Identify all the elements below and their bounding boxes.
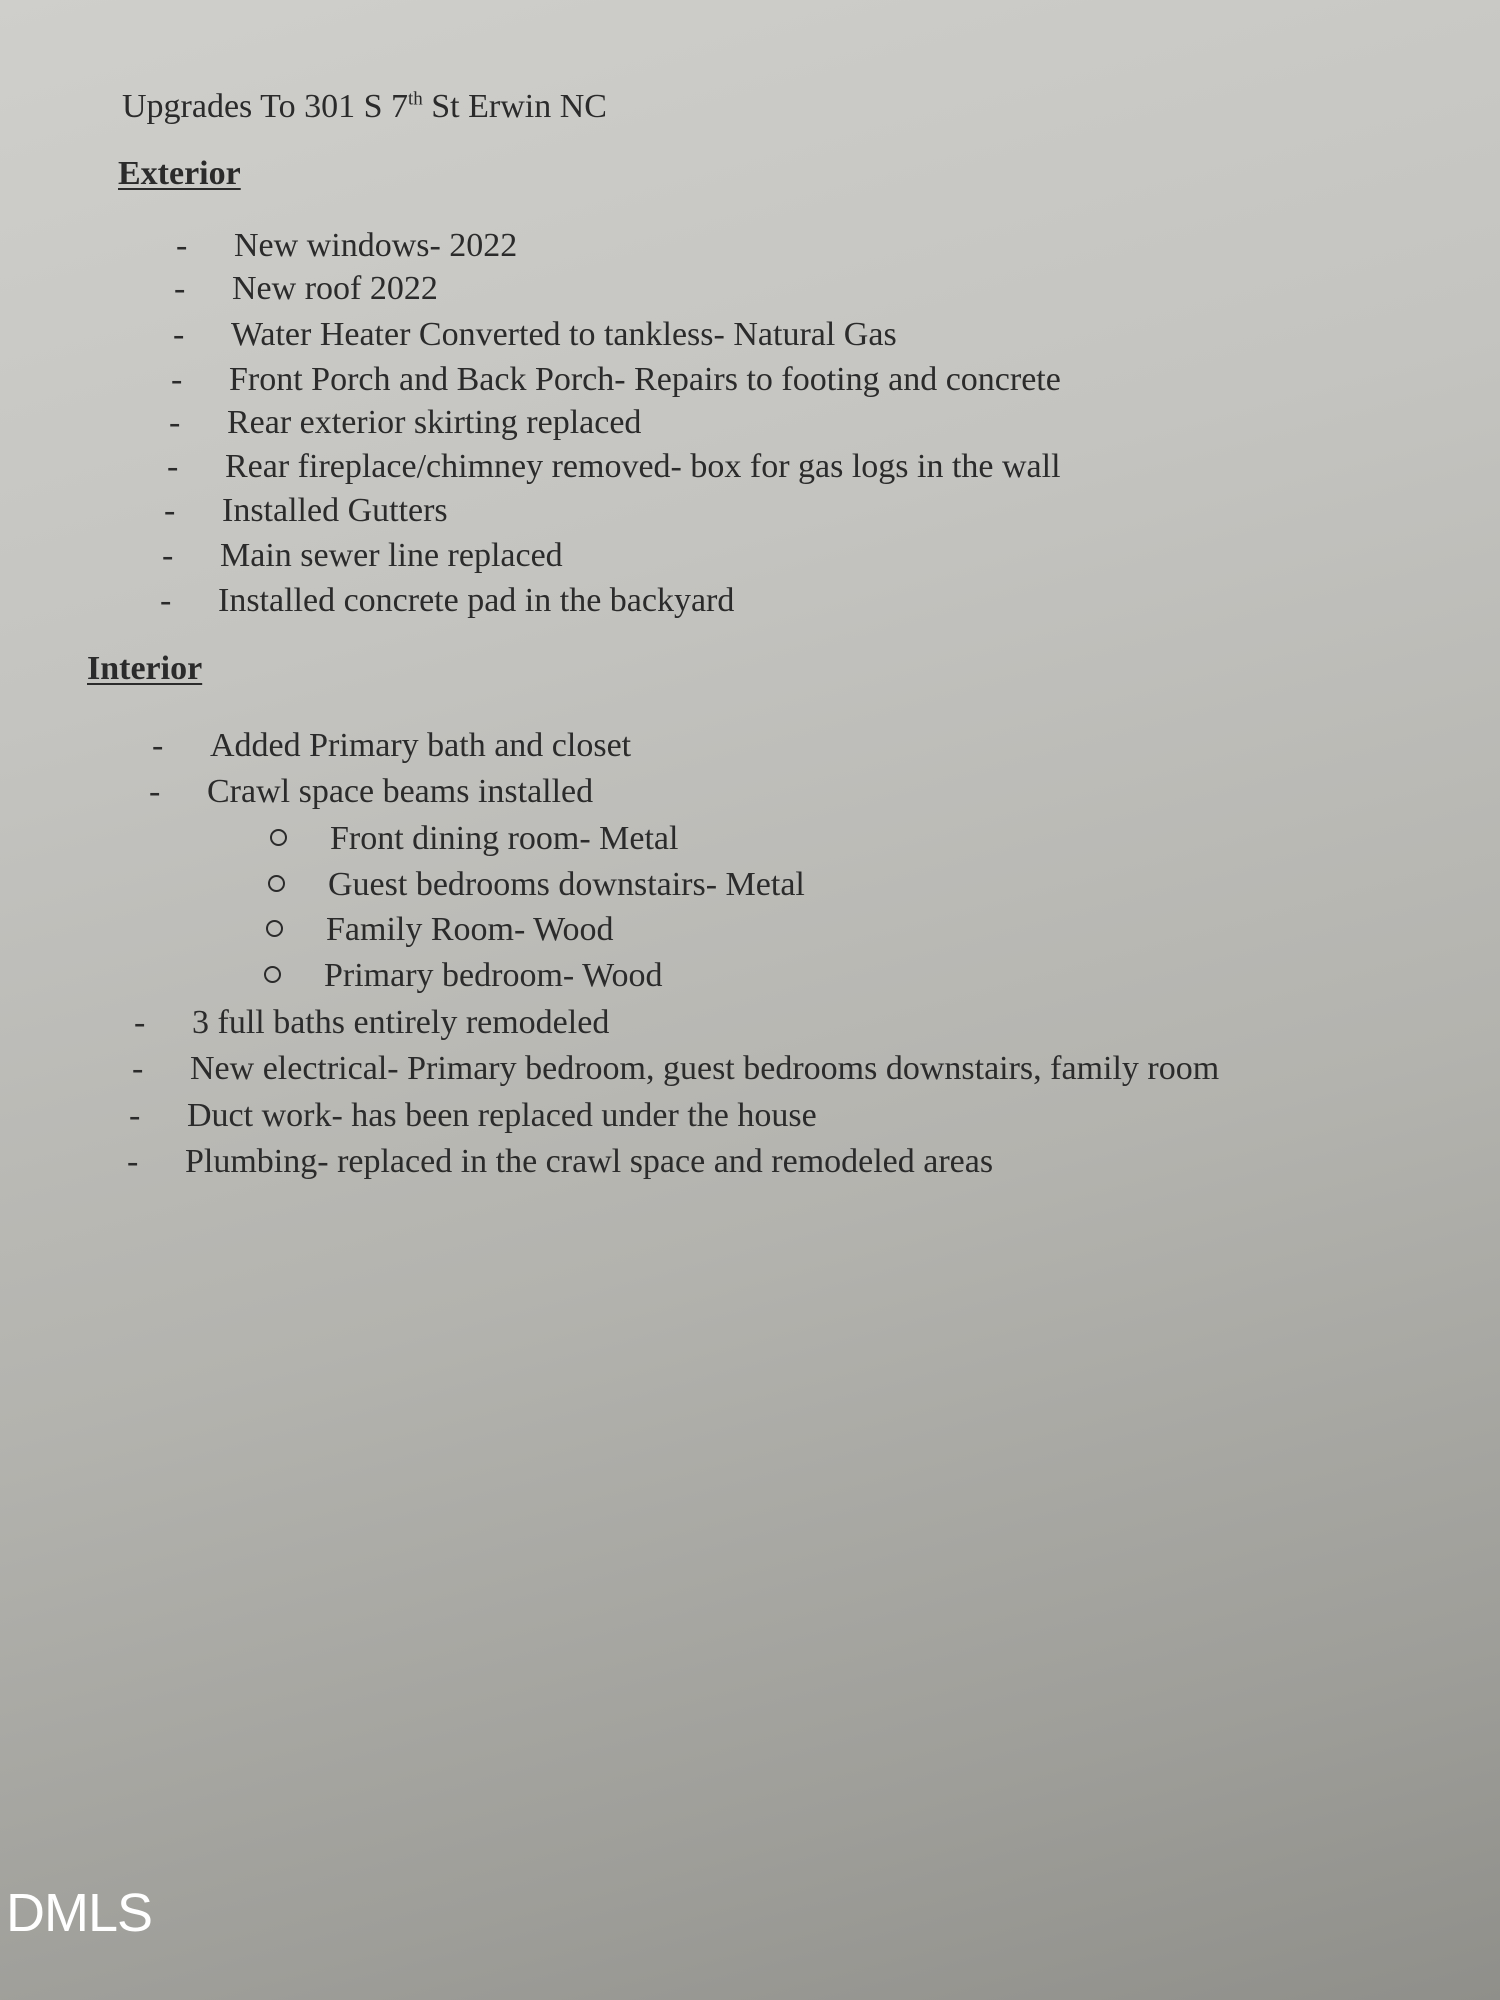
exterior-item-text: Installed Gutters: [222, 492, 448, 529]
exterior-heading: Exterior: [118, 155, 241, 192]
interior-item: [134, 1004, 610, 1042]
exterior-item-text: Rear exterior skirting replaced: [227, 404, 642, 441]
interior-item: [149, 773, 594, 811]
exterior-item-text: New windows- 2022: [234, 227, 518, 264]
interior-item: [132, 1050, 1220, 1088]
exterior-item: [171, 361, 1061, 399]
document-title: [122, 88, 607, 126]
exterior-item: [164, 492, 448, 530]
interior-item-text: Added Primary bath and closet: [210, 727, 632, 764]
dash-bullet: -: [149, 773, 161, 810]
exterior-item-text: New roof 2022: [232, 270, 438, 307]
dash-bullet: -: [160, 582, 172, 619]
exterior-item: [160, 582, 735, 620]
dash-bullet: -: [164, 492, 176, 529]
dash-bullet: -: [132, 1050, 144, 1087]
interior-subitem-text: Primary bedroom- Wood: [324, 957, 663, 994]
circle-bullet: [264, 966, 281, 983]
interior-item: [152, 727, 632, 765]
dash-bullet: -: [129, 1097, 141, 1134]
interior-subitem: [328, 866, 805, 904]
circle-bullet: [268, 875, 285, 892]
interior-subitem: [324, 957, 662, 995]
dash-bullet: -: [169, 404, 181, 441]
interior-subitem: [330, 820, 678, 858]
interior-item: [127, 1143, 994, 1181]
interior-item-text: New electrical- Primary bedroom, guest bedrooms downstairs, family room: [190, 1050, 1220, 1087]
exterior-item: [176, 227, 518, 265]
exterior-item: [169, 404, 642, 442]
dash-bullet: -: [152, 727, 164, 764]
dash-bullet: -: [162, 537, 174, 574]
circle-bullet: [266, 920, 283, 937]
interior-item-text: Crawl space beams installed: [207, 773, 594, 810]
interior-subitem-text: Family Room- Wood: [326, 911, 614, 948]
dash-bullet: -: [174, 270, 186, 307]
title-superscript: th: [407, 88, 423, 110]
exterior-item: [167, 448, 1061, 486]
interior-subitem: [326, 911, 614, 949]
interior-item-text: 3 full baths entirely remodeled: [192, 1004, 610, 1041]
dmls-watermark-logo: DMLS: [6, 1883, 153, 1943]
dash-bullet: -: [171, 361, 183, 398]
exterior-item: [173, 316, 897, 354]
dash-bullet: -: [176, 227, 188, 264]
dash-bullet: -: [167, 448, 179, 485]
exterior-item-text: Front Porch and Back Porch- Repairs to footing and concrete: [229, 361, 1061, 398]
exterior-item-text: Installed concrete pad in the backyard: [218, 582, 735, 619]
circle-bullet: [270, 829, 287, 846]
interior-item: [129, 1097, 817, 1135]
interior-subitem-text: Front dining room- Metal: [330, 820, 679, 857]
dash-bullet: -: [173, 316, 185, 353]
interior-item-text: Duct work- has been replaced under the house: [187, 1097, 817, 1134]
exterior-item: [174, 270, 438, 308]
title-prefix: Upgrades To 301 S 7: [122, 88, 408, 125]
interior-heading: Interior: [87, 650, 203, 687]
interior-subitem-text: Guest bedrooms downstairs- Metal: [328, 866, 805, 903]
dash-bullet: -: [134, 1004, 146, 1041]
exterior-item-text: Water Heater Converted to tankless- Natural Gas: [231, 316, 897, 353]
exterior-item: [162, 537, 563, 575]
title-suffix: St Erwin NC: [422, 88, 607, 125]
dash-bullet: -: [127, 1143, 139, 1180]
interior-item-text: Plumbing- replaced in the crawl space and remodeled areas: [185, 1143, 994, 1180]
exterior-item-text: Main sewer line replaced: [220, 537, 563, 574]
exterior-item-text: Rear fireplace/chimney removed- box for gas logs in the wall: [225, 448, 1061, 485]
